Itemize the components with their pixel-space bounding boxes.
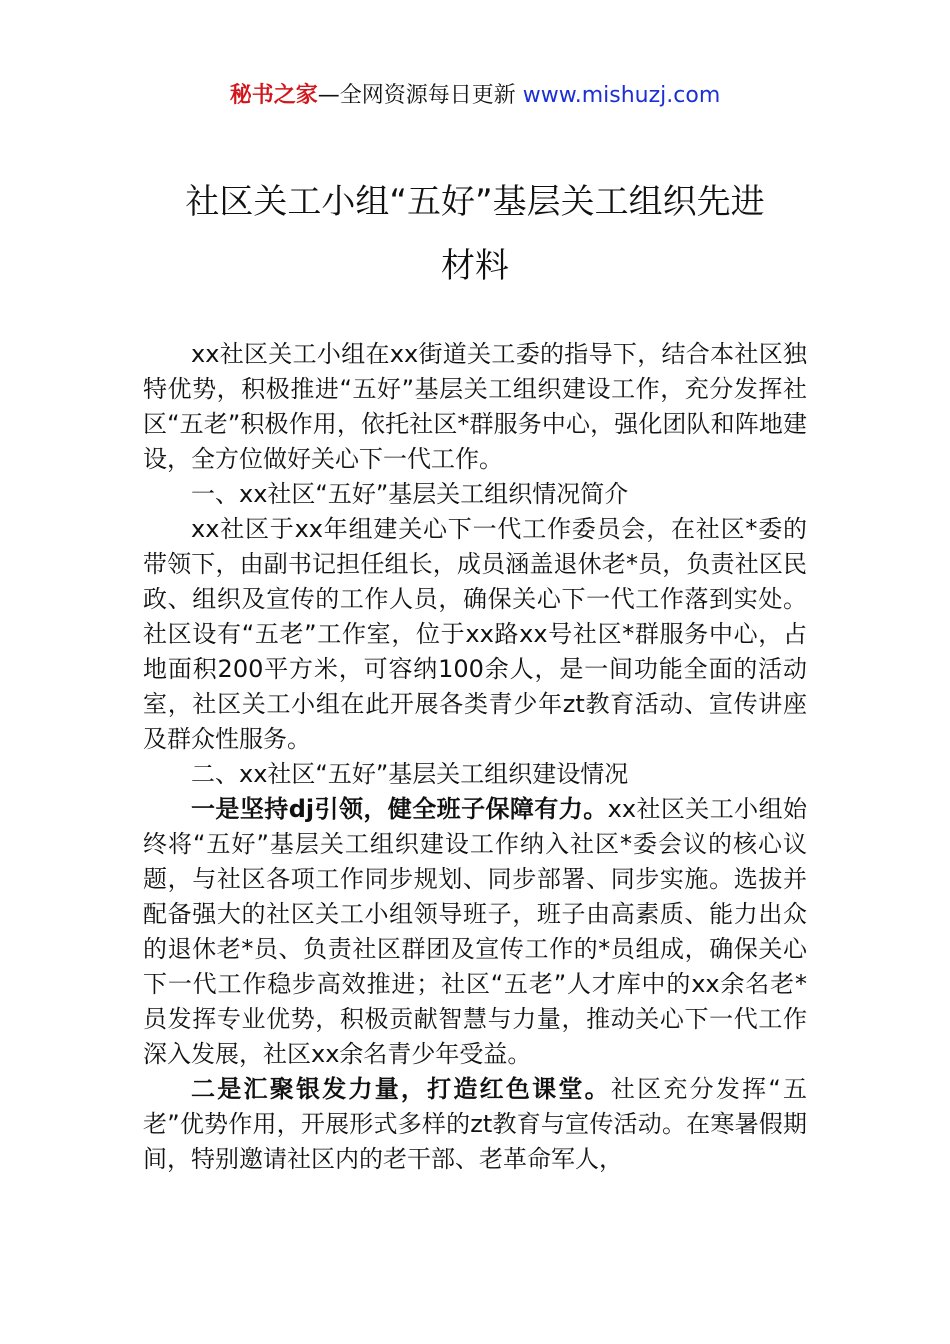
- document-title: [120, 170, 830, 298]
- overview-paragraph: xx社区于xx年组建关心下一代工作委员会，在社区*委的带领下，由副书记担任组长，成员涵盖退休老*员，负责社区民政、组织及宣传的工作人员，确保关心下一代工作落到实处。社区设有“五老”工作室，位于xx路xx号社区*群服务中心，占地面积200平方米，可容纳100余人，是一间功能全面的活动室，社区关工小组在此开展各类青少年zt教育活动、宣传讲座及群众性服务。: [143, 515, 807, 753]
- title-line-2: 材料: [441, 246, 509, 286]
- point-one-paragraph: [143, 792, 807, 1072]
- site-tagline: —全网资源每日更新: [317, 83, 523, 108]
- point-one-body: xx社区关工小组始终将“五好”基层关工组织建设工作纳入社区*委会议的核心议题，与社区各项工作同步规划、同步部署、同步实施。选拔并配备强大的社区关工小组领导班子，班子由高素质、能力出众的退休老*员、负责社区群团及宣传工作的*员组成，确保关心下一代工作稳步高效推进；社区“五老”人才库中的xx余名老*员发挥专业优势，积极贡献智慧与力量，推动关心下一代工作深入发展，社区xx余名青少年受益。: [143, 795, 808, 1068]
- site-url-link[interactable]: www.mishuzj.com: [522, 83, 721, 108]
- point-two-body: 社区充分发挥“五老”优势作用，开展形式多样的zt教育与宣传活动。在寒暑假期间，特别邀请社区内的老干部、老革命军人，: [143, 1075, 808, 1173]
- point-one-lead: 一是坚持dj引领，健全班子保障有力。: [191, 795, 608, 823]
- point-two-paragraph: [143, 1072, 807, 1177]
- section-heading-1: 一、xx社区“五好”基层关工组织情况简介: [191, 480, 629, 508]
- title-line-1: 社区关工小组“五好”基层关工组织先进: [185, 182, 765, 222]
- site-brand: 秘书之家: [229, 83, 318, 108]
- section-heading-2: 二、xx社区“五好”基层关工组织建设情况: [191, 760, 629, 788]
- document-body: [143, 337, 807, 1177]
- point-two-lead: 二是汇聚银发力量，打造红色课堂。: [191, 1075, 611, 1103]
- site-header: [0, 80, 950, 112]
- intro-paragraph: xx社区关工小组在xx街道关工委的指导下，结合本社区独特优势，积极推进“五好”基层关工组织建设工作，充分发挥社区“五老”积极作用，依托社区*群服务中心，强化团队和阵地建设，全方位做好关心下一代工作。: [143, 340, 807, 473]
